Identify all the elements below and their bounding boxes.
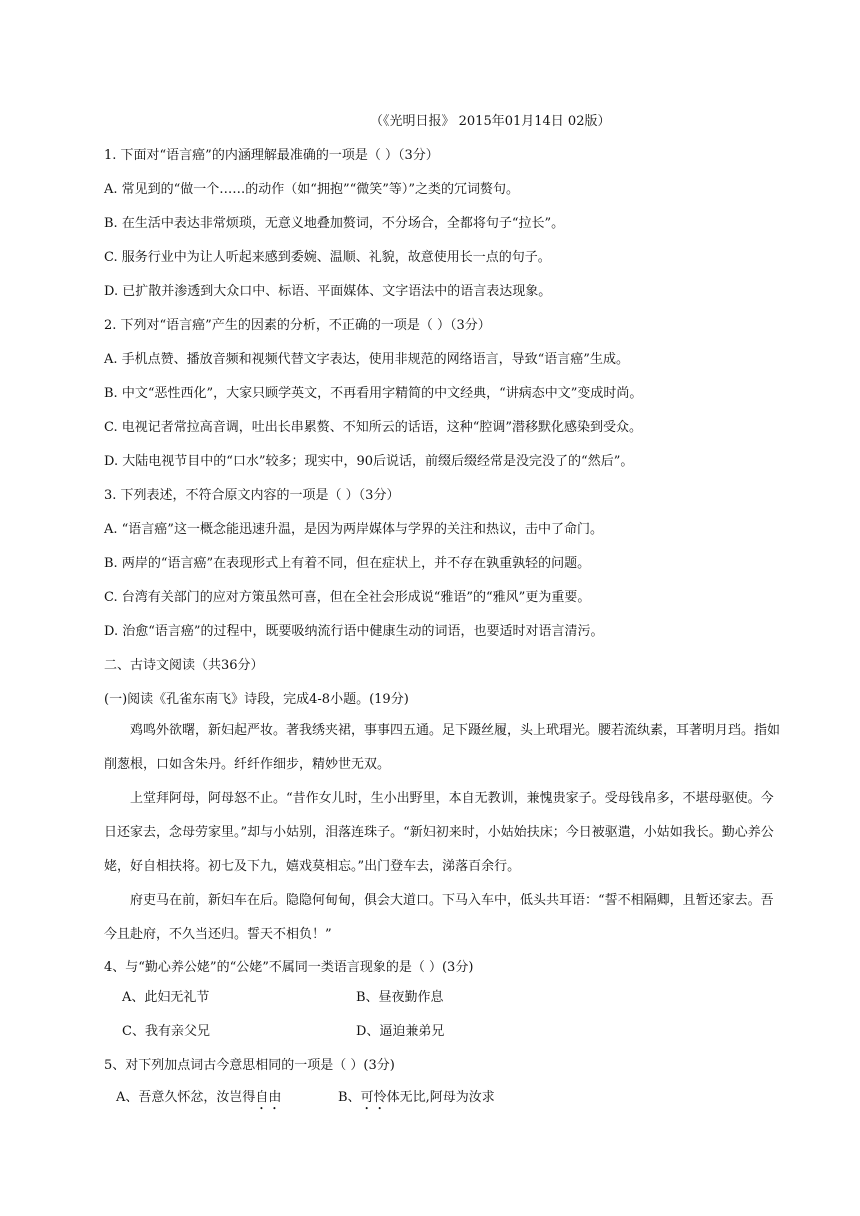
poem-paragraph-3: 府吏马在前，新妇车在后。隐隐何甸甸，俱会大道口。下马入车中，低头共耳语：“誓不相隔卿，且暂还家去。吾今且赴府，不久当还归。誓天不相负！” [104, 893, 774, 942]
question-3-stem: 3. 下列表述，不符合原文内容的一项是（ ）（3分） [104, 488, 400, 503]
question-2-option-c: C. 电视记者常拉高音调，吐出长串累赘、不知所云的话语，这种“腔调”潜移默化感染到受众。 [104, 420, 643, 435]
question-5-option-b-text: 体无比,阿母为汝求 [386, 1090, 495, 1105]
question-2-option-d: D. 大陆电视节目中的“口水”较多；现实中，90后说话，前缀后缀经常是没完没了的“然后”。 [104, 454, 634, 469]
subsection-1-heading: (一)阅读《孔雀东南飞》诗段，完成4-8小题。(19分) [104, 692, 409, 707]
section-2-heading: 二、古诗文阅读（共36分） [104, 658, 264, 673]
question-3-option-b: B. 两岸的“语言癌”在表现形式上有着不同，但在症状上，并不存在孰重孰轻的问题。 [104, 556, 591, 571]
question-5-option-b-label: B、 [338, 1090, 361, 1105]
emphasized-word: 可怜 [360, 1090, 387, 1105]
emphasized-word: 自由 [255, 1090, 282, 1105]
question-4-option-b: B、昼夜勤作息 [356, 990, 444, 1005]
question-1-option-c: C. 服务行业中为让人听起来感到委婉、温顺、礼貌，故意使用长一点的句子。 [104, 250, 551, 265]
question-1-option-b: B. 在生活中表达非常烦琐，无意义地叠加赘词，不分场合，全都将句子“拉长”。 [104, 216, 565, 231]
question-2-option-a: A. 手机点赞、播放音频和视频代替文字表达，使用非规范的网络语言，导致“语言癌”生成。 [104, 352, 629, 367]
question-3-option-a: A. “语言癌”这一概念能迅速升温，是因为两岸媒体与学界的关注和热议，击中了命门。 [104, 522, 603, 537]
question-1-option-d: D. 已扩散并渗透到大众口中、标语、平面媒体、文字语法中的语言表达现象。 [104, 284, 552, 299]
question-2-stem: 2. 下列对“语言癌”产生的因素的分析，不正确的一项是（ ）（3分） [104, 318, 491, 333]
question-4-option-d: D、逼迫兼弟兄 [356, 1024, 445, 1039]
question-4-option-c: C、我有亲父兄 [122, 1024, 210, 1039]
question-3-option-d: D. 治愈“语言癌”的过程中，既要吸纳流行语中健康生动的词语，也要适时对语言清污。 [104, 624, 604, 639]
poem-paragraph-1: 鸡鸣外欲曙，新妇起严妆。著我绣夹裙，事事四五通。足下蹑丝履，头上玳瑁光。腰若流纨素，耳著明月珰。指如削葱根，口如含朱丹。纤纤作细步，精妙世无双。 [104, 723, 781, 772]
question-5-option-a-text: A、吾意久怀忿，汝岂得 [116, 1090, 256, 1105]
poem-paragraph-2: 上堂拜阿母，阿母怒不止。“昔作女儿时，生小出野里，本自无教训，兼愧贵家子。受母钱帛多，不堪母驱使。今日还家去，念母劳家里。”却与小姑别，泪落连珠子。“新妇初来时，小姑始扶床；今日被驱遣，小姑如我长。勤心养公姥，好自相扶将。初七及下九，嬉戏莫相忘。”出门登车去，涕落百余行。 [104, 791, 774, 874]
question-5-stem: 5、对下列加点词古今意思相同的一项是（ ）(3分) [104, 1058, 395, 1073]
question-3-option-c: C. 台湾有关部门的应对方策虽然可喜，但在全社会形成说“雅语”的“雅风”更为重要。 [104, 590, 591, 605]
question-1-option-a: A. 常见到的“做一个……的动作（如“拥抱”“微笑”等）”之类的冗词赘句。 [104, 182, 520, 197]
question-5-option-a [116, 1088, 281, 1113]
question-2-option-b: B. 中文“恶性西化”，大家只顾学英文，不再看用字精简的中文经典，“讲病态中文”变成时尚。 [104, 386, 643, 401]
question-1-stem: 1. 下面对“语言癌”的内涵理解最准确的一项是（ ）（3分） [104, 148, 439, 163]
question-4-option-a: A、此妇无礼节 [122, 990, 210, 1005]
question-5-option-b [338, 1088, 495, 1113]
source-citation: （《光明日报》 2015年01月14日 02版） [370, 114, 611, 129]
question-4-stem: 4、与“勤心养公姥”的“公姥”不属同一类语言现象的是（ ）(3分) [104, 960, 474, 975]
